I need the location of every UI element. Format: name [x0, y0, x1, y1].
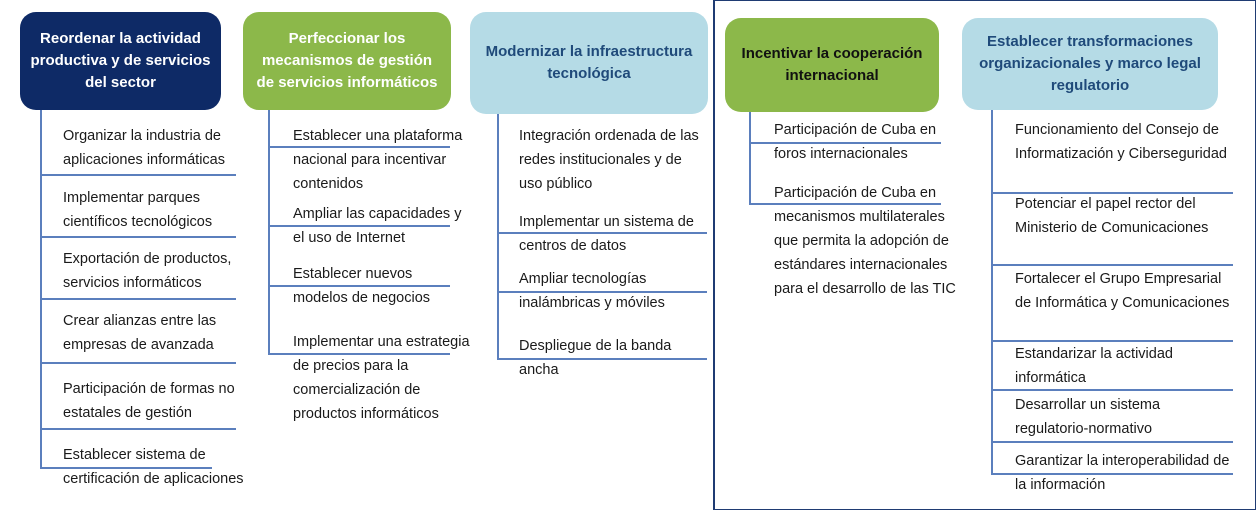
- column-header-perfeccionar: Perfeccionar los mecanismos de gestión de servicios informáticos: [243, 12, 451, 110]
- list-item: Funcionamiento del Consejo de Informatización y Ciberseguridad: [1015, 122, 1227, 162]
- column-stem: [497, 114, 499, 360]
- list-item: Establecer nuevos modelos de negocios: [293, 266, 431, 306]
- list-item: Fortalecer el Grupo Empresarial de Informática y Comunicaciones: [1015, 271, 1230, 311]
- item-rule: [40, 467, 212, 469]
- item-rule: [268, 146, 450, 148]
- column-header-reordenar: Reordenar la actividad productiva y de servicios del sector: [20, 12, 221, 110]
- list-item: Ampliar las capacidades y el uso de Internet: [293, 206, 462, 246]
- list-item: Establecer sistema de certificación de aplicaciones: [63, 447, 244, 487]
- list-item: Estandarizar la actividad informática: [1015, 346, 1173, 386]
- item-rule: [268, 225, 450, 227]
- list-item: Garantizar la interoperabilidad de la información: [1015, 453, 1230, 493]
- item-rule: [991, 473, 1233, 475]
- list-item: Participación de formas no estatales de gestión: [63, 381, 235, 421]
- list-item: Despliegue de la banda ancha: [519, 338, 672, 378]
- list-item: Implementar una estrategia de precios para la comercialización de productos informáticos: [293, 334, 470, 422]
- list-item: Ampliar tecnologías inalámbricas y móviles: [519, 271, 665, 311]
- list-item: Establecer una plataforma nacional para incentivar contenidos: [293, 128, 463, 192]
- item-rule: [40, 236, 236, 238]
- item-rule: [268, 353, 450, 355]
- list-item: Exportación de productos, servicios informáticos: [63, 251, 232, 291]
- list-item: Participación de Cuba en mecanismos multilaterales que permita la adopción de estándares internacionales para el desarrollo de las TIC: [774, 185, 956, 297]
- list-item: Crear alianzas entre las empresas de avanzada: [63, 313, 217, 353]
- item-rule: [40, 428, 236, 430]
- column-header-incentivar: Incentivar la cooperación internacional: [725, 18, 939, 112]
- item-rule: [991, 441, 1233, 443]
- item-rule: [40, 174, 236, 176]
- item-rule: [40, 298, 236, 300]
- item-rule: [268, 285, 450, 287]
- list-item: Implementar un sistema de centros de datos: [519, 214, 694, 254]
- item-rule: [749, 142, 941, 144]
- column-header-modernizar: Modernizar la infraestructura tecnológica: [470, 12, 708, 114]
- column-header-establecer: Establecer transformaciones organizacionales y marco legal regulatorio: [962, 18, 1218, 110]
- list-item: Integración ordenada de las redes institucionales y de uso público: [519, 128, 699, 192]
- list-item: Potenciar el papel rector del Ministerio de Comunicaciones: [1015, 196, 1209, 236]
- item-rule: [991, 264, 1233, 266]
- item-rule: [749, 203, 941, 205]
- list-item: Implementar parques científicos tecnológicos: [63, 190, 213, 230]
- list-item: Desarrollar un sistema regulatorio-normativo: [1015, 397, 1161, 437]
- column-stem: [749, 112, 751, 204]
- list-item: Participación de Cuba en foros internacionales: [774, 122, 937, 162]
- item-rule: [40, 362, 236, 364]
- list-item: Organizar la industria de aplicaciones informáticas: [63, 128, 225, 168]
- column-stem: [40, 110, 42, 468]
- column-stem: [991, 110, 993, 474]
- item-rule: [991, 389, 1233, 391]
